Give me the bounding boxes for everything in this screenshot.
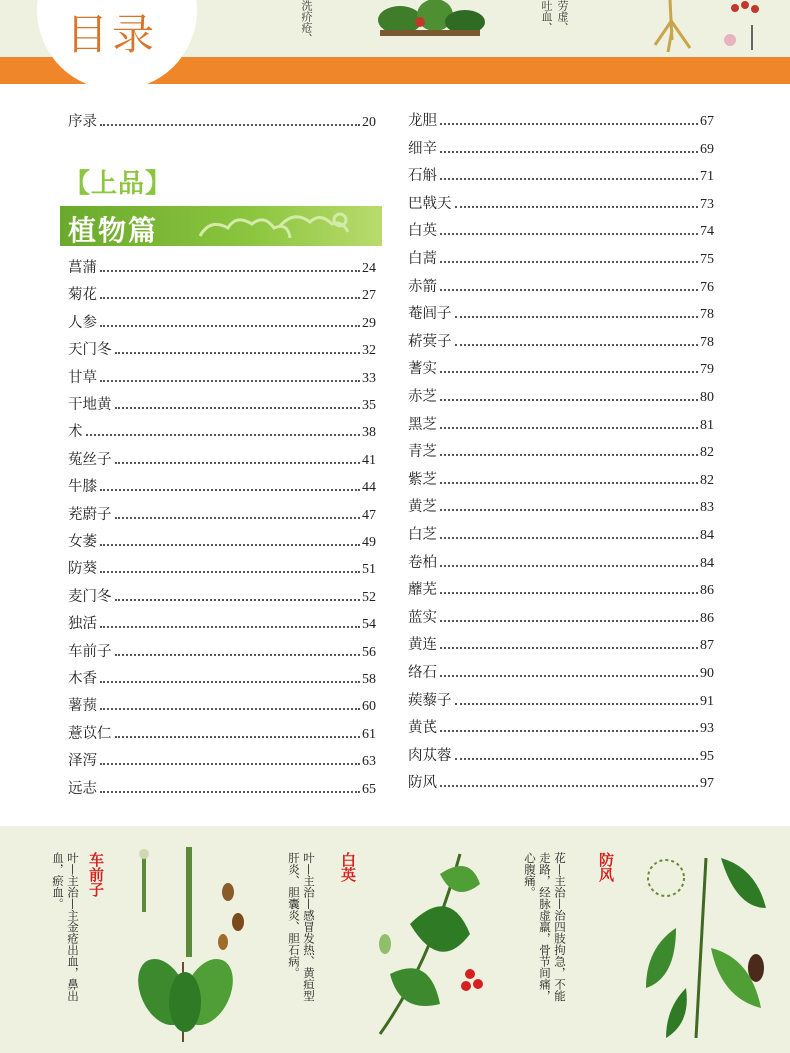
toc-entry[interactable] bbox=[68, 447, 376, 469]
toc-entry-name: 木香 bbox=[68, 671, 97, 687]
toc-entry-page: 58 bbox=[362, 672, 376, 687]
toc-entry[interactable] bbox=[408, 384, 714, 406]
toc-entry-page: 74 bbox=[700, 224, 714, 240]
toc-entry[interactable] bbox=[408, 660, 714, 682]
herb-desc-1: 叶—主治—主金疮出血，鼻出血，瘀血。 bbox=[51, 852, 80, 1002]
category-banner bbox=[60, 206, 382, 246]
toc-entry-page: 47 bbox=[362, 507, 376, 523]
toc-entry[interactable] bbox=[408, 136, 714, 158]
toc-entry-name: 白芝 bbox=[408, 527, 437, 543]
dot-leader bbox=[100, 124, 360, 126]
toc-entry-name: 黄芝 bbox=[408, 499, 437, 516]
dot-leader bbox=[440, 565, 698, 567]
toc-entry-name: 黄芪 bbox=[408, 720, 437, 737]
dot-leader bbox=[100, 544, 360, 546]
toc-entry[interactable] bbox=[408, 246, 714, 268]
toc-entry-name: 石斛 bbox=[408, 168, 437, 185]
toc-entry-name: 蒺藜子 bbox=[408, 692, 452, 709]
header-root-icon bbox=[640, 0, 780, 56]
toc-entry-page: 35 bbox=[362, 398, 376, 413]
toc-entry-page: 78 bbox=[700, 307, 714, 323]
toc-entry[interactable] bbox=[408, 301, 714, 323]
toc-entry[interactable] bbox=[68, 556, 376, 578]
toc-entry-page: 93 bbox=[700, 721, 714, 737]
herb-title-1: 车前子 bbox=[87, 852, 105, 897]
toc-entry-name: 远志 bbox=[68, 780, 97, 797]
toc-entry[interactable] bbox=[408, 163, 714, 185]
toc-entry-name: 赤芝 bbox=[408, 389, 437, 405]
toc-entry-page: 52 bbox=[362, 589, 376, 605]
dot-leader bbox=[440, 620, 698, 622]
toc-entry-name: 黄连 bbox=[408, 637, 437, 654]
dot-leader bbox=[440, 482, 698, 484]
toc-entry-page: 63 bbox=[362, 754, 376, 770]
herb-desc-2: 叶—主治—感冒发热、黄疸型肝炎、胆囊炎、胆石病。 bbox=[287, 852, 316, 1002]
toc-entry-name: 菊花 bbox=[68, 287, 97, 304]
toc-entry[interactable] bbox=[408, 439, 714, 461]
toc-entry-page: 87 bbox=[700, 638, 714, 654]
toc-entry[interactable] bbox=[68, 666, 376, 688]
dot-leader bbox=[115, 407, 361, 409]
toc-entry-name: 防风 bbox=[408, 775, 437, 792]
dot-leader bbox=[440, 261, 698, 263]
toc-entry-name: 白英 bbox=[408, 223, 437, 240]
toc-entry[interactable] bbox=[68, 282, 376, 304]
toc-entry-page: 82 bbox=[700, 472, 714, 488]
toc-entry[interactable] bbox=[68, 584, 376, 606]
plantain-plant-icon bbox=[128, 842, 258, 1047]
dot-leader bbox=[115, 599, 361, 601]
toc-entry-name: 泽泻 bbox=[68, 753, 97, 770]
toc-entry-page: 61 bbox=[362, 726, 376, 742]
dot-leader bbox=[440, 592, 698, 594]
header-snippet-text-right2: 吐血、 bbox=[540, 0, 553, 33]
toc-entry[interactable] bbox=[408, 550, 714, 572]
toc-entry[interactable] bbox=[68, 392, 376, 414]
toc-entry-page: 20 bbox=[362, 115, 376, 130]
toc-entry-name: 蓍实 bbox=[408, 361, 437, 378]
toc-entry-page: 27 bbox=[362, 288, 376, 304]
dot-leader bbox=[440, 123, 698, 125]
dot-leader bbox=[455, 344, 699, 346]
herb-title-2: 白英 bbox=[339, 852, 357, 882]
toc-entry-name: 白蒿 bbox=[408, 251, 437, 267]
toc-entry-page: 51 bbox=[362, 562, 376, 578]
toc-entry-name: 赤箭 bbox=[408, 278, 437, 295]
dot-leader bbox=[100, 571, 360, 573]
toc-entry[interactable] bbox=[68, 748, 376, 770]
toc-entry[interactable] bbox=[408, 412, 714, 434]
toc-entry-page: 76 bbox=[700, 279, 714, 295]
toc-entry[interactable] bbox=[408, 577, 714, 599]
toc-entry[interactable] bbox=[68, 337, 376, 359]
toc-entry[interactable] bbox=[408, 605, 714, 627]
toc-entry-page: 97 bbox=[700, 776, 714, 792]
toc-entry[interactable] bbox=[408, 356, 714, 378]
dot-leader bbox=[115, 517, 361, 519]
toc-entry-page: 83 bbox=[700, 500, 714, 516]
toc-entry-name: 序录 bbox=[68, 114, 97, 130]
category-title: 植物篇 bbox=[68, 214, 159, 246]
toc-entry-page: 84 bbox=[700, 528, 714, 543]
toc-entry[interactable] bbox=[408, 191, 714, 213]
toc-entry[interactable] bbox=[68, 776, 376, 798]
dot-leader bbox=[440, 151, 698, 153]
toc-entry-name: 女萎 bbox=[68, 534, 97, 550]
toc-entry[interactable] bbox=[68, 310, 376, 332]
toc-entry[interactable] bbox=[408, 108, 714, 130]
toc-entry-name: 卷柏 bbox=[408, 554, 437, 571]
toc-entry-page: 56 bbox=[362, 644, 376, 660]
toc-entry-page: 38 bbox=[362, 425, 376, 441]
dot-leader bbox=[100, 681, 360, 683]
toc-entry-page: 49 bbox=[362, 535, 376, 550]
toc-entry-name: 薯蓣 bbox=[68, 698, 97, 715]
toc-entry-name: 青芝 bbox=[408, 444, 437, 461]
toc-entry[interactable] bbox=[68, 255, 376, 277]
toc-entry[interactable] bbox=[68, 639, 376, 661]
toc-entry[interactable] bbox=[408, 743, 714, 765]
toc-entry[interactable] bbox=[408, 467, 714, 489]
toc-entry-page: 24 bbox=[362, 261, 376, 276]
toc-entry-name: 天门冬 bbox=[68, 342, 112, 359]
toc-entry-page: 78 bbox=[700, 334, 714, 350]
dot-leader bbox=[440, 537, 698, 539]
dot-leader bbox=[100, 489, 360, 491]
toc-entry-page: 32 bbox=[362, 343, 376, 359]
bittersweet-plant-icon bbox=[370, 844, 500, 1044]
toc-entry-page: 54 bbox=[362, 617, 376, 633]
toc-entry-page: 91 bbox=[700, 693, 714, 709]
toc-entry[interactable] bbox=[68, 721, 376, 743]
dot-leader bbox=[440, 399, 698, 401]
dot-leader bbox=[440, 178, 698, 180]
dot-leader bbox=[440, 371, 698, 373]
toc-entry-page: 41 bbox=[362, 452, 376, 468]
toc-entry-page: 86 bbox=[700, 583, 714, 599]
toc-entry[interactable] bbox=[68, 502, 376, 524]
dot-leader bbox=[115, 654, 361, 656]
dot-leader bbox=[440, 427, 698, 429]
herb-illustration-band bbox=[0, 826, 790, 1053]
toc-entry[interactable] bbox=[408, 522, 714, 544]
dot-leader bbox=[100, 325, 360, 327]
toc-entry[interactable] bbox=[408, 632, 714, 654]
dot-leader bbox=[440, 289, 698, 291]
dot-leader bbox=[440, 454, 698, 456]
toc-entry-name: 巴戟天 bbox=[408, 195, 452, 212]
toc-entry-name: 干地黄 bbox=[68, 397, 112, 413]
toc-entry-page: 67 bbox=[700, 114, 714, 129]
toc-entry-page: 60 bbox=[362, 699, 376, 715]
toc-entry-page: 79 bbox=[700, 362, 714, 378]
toc-entry[interactable] bbox=[408, 329, 714, 351]
herb-desc-3: 花—主治—治四肢拘急，不能走路，经脉虚羸，骨节间痛，心腹痛。 bbox=[523, 852, 567, 1002]
toc-entry-name: 甘草 bbox=[68, 369, 97, 386]
toc-entry-name: 蓝实 bbox=[408, 609, 437, 626]
dot-leader bbox=[100, 297, 360, 299]
toc-entry-name: 麦门冬 bbox=[68, 588, 112, 605]
herb-title-3: 防风 bbox=[597, 852, 615, 882]
dot-leader bbox=[440, 509, 698, 511]
dot-leader bbox=[455, 316, 699, 318]
dot-leader bbox=[100, 626, 360, 628]
toc-entry-page: 86 bbox=[700, 610, 714, 626]
dot-leader bbox=[440, 785, 698, 787]
toc-entry-page: 90 bbox=[700, 666, 714, 681]
dot-leader bbox=[115, 462, 361, 464]
dot-leader bbox=[455, 703, 699, 705]
toc-entry-name: 菖蒲 bbox=[68, 260, 97, 276]
toc-entry-page: 82 bbox=[700, 445, 714, 461]
toc-entry[interactable] bbox=[408, 494, 714, 516]
toc-entry-name: 肉苁蓉 bbox=[408, 747, 452, 764]
dot-leader bbox=[86, 434, 361, 436]
toc-entry[interactable] bbox=[408, 715, 714, 737]
header-snippet-text-right1: 劳虚、 bbox=[556, 0, 569, 33]
toc-entry-name: 黑芝 bbox=[408, 416, 437, 433]
dot-leader bbox=[100, 380, 360, 382]
toc-entry-name: 菟丝子 bbox=[68, 451, 112, 468]
toc-entry-name: 防葵 bbox=[68, 561, 97, 578]
dot-leader bbox=[440, 647, 698, 649]
toc-entry-name: 细辛 bbox=[408, 140, 437, 157]
toc-entry-name: 牛膝 bbox=[68, 479, 97, 496]
cloud-pattern-icon bbox=[180, 206, 382, 246]
toc-entry-name: 茺蔚子 bbox=[68, 506, 112, 523]
toc-entry[interactable] bbox=[408, 770, 714, 792]
toc-entry[interactable] bbox=[68, 365, 376, 387]
section-label: 【上品】 bbox=[64, 169, 173, 199]
dot-leader bbox=[100, 763, 360, 765]
toc-entry[interactable] bbox=[68, 474, 376, 496]
dot-leader bbox=[115, 352, 361, 354]
toc-entry-name: 络石 bbox=[408, 665, 437, 681]
toc-entry[interactable] bbox=[408, 218, 714, 240]
toc-entry-name: 人参 bbox=[68, 314, 97, 331]
toc-entry-page: 44 bbox=[362, 480, 376, 496]
toc-entry[interactable] bbox=[68, 693, 376, 715]
toc-entry-name: 薏苡仁 bbox=[68, 725, 112, 742]
dot-leader bbox=[440, 675, 698, 677]
toc-entry-page: 84 bbox=[700, 555, 714, 571]
dot-leader bbox=[455, 758, 699, 760]
header-snippet-text: 洗疥疮、 bbox=[300, 0, 313, 44]
toc-entry-page: 33 bbox=[362, 370, 376, 386]
dot-leader bbox=[455, 206, 699, 208]
dot-leader bbox=[440, 730, 698, 732]
toc-entry-name: 独活 bbox=[68, 616, 97, 633]
header-banner bbox=[0, 0, 790, 84]
toc-entry-name: 菥蓂子 bbox=[408, 333, 452, 350]
dot-leader bbox=[100, 708, 360, 710]
toc-entry-name: 龙胆 bbox=[408, 113, 437, 129]
toc-entry[interactable] bbox=[408, 274, 714, 296]
toc-entry-name: 术 bbox=[68, 424, 83, 441]
toc-entry-page: 29 bbox=[362, 315, 376, 331]
toc-entry-name: 菴闾子 bbox=[408, 306, 452, 323]
toc-entry-page: 80 bbox=[700, 390, 714, 405]
toc-entry-page: 81 bbox=[700, 417, 714, 433]
toc-entry[interactable] bbox=[408, 688, 714, 710]
toc-entry-page: 69 bbox=[700, 141, 714, 157]
fangfeng-plant-icon bbox=[636, 838, 776, 1043]
dot-leader bbox=[115, 736, 361, 738]
header-plant-icon bbox=[360, 0, 500, 50]
toc-entry-name: 车前子 bbox=[68, 643, 112, 660]
toc-entry-name: 紫芝 bbox=[408, 471, 437, 488]
toc-entry-page: 71 bbox=[700, 169, 714, 185]
toc-entry-name: 蘼芜 bbox=[408, 582, 437, 599]
dot-leader bbox=[100, 791, 360, 793]
dot-leader bbox=[440, 233, 698, 235]
toc-entry[interactable] bbox=[68, 419, 376, 441]
toc-entry-intro[interactable] bbox=[68, 109, 376, 131]
toc-entry[interactable] bbox=[68, 529, 376, 551]
toc-entry-page: 65 bbox=[362, 781, 376, 797]
toc-entry-page: 73 bbox=[700, 196, 714, 212]
toc-entry-page: 95 bbox=[700, 748, 714, 764]
toc-entry[interactable] bbox=[68, 611, 376, 633]
dot-leader bbox=[100, 270, 360, 272]
toc-entry-page: 75 bbox=[700, 252, 714, 267]
page-title: 目录 bbox=[66, 10, 159, 59]
